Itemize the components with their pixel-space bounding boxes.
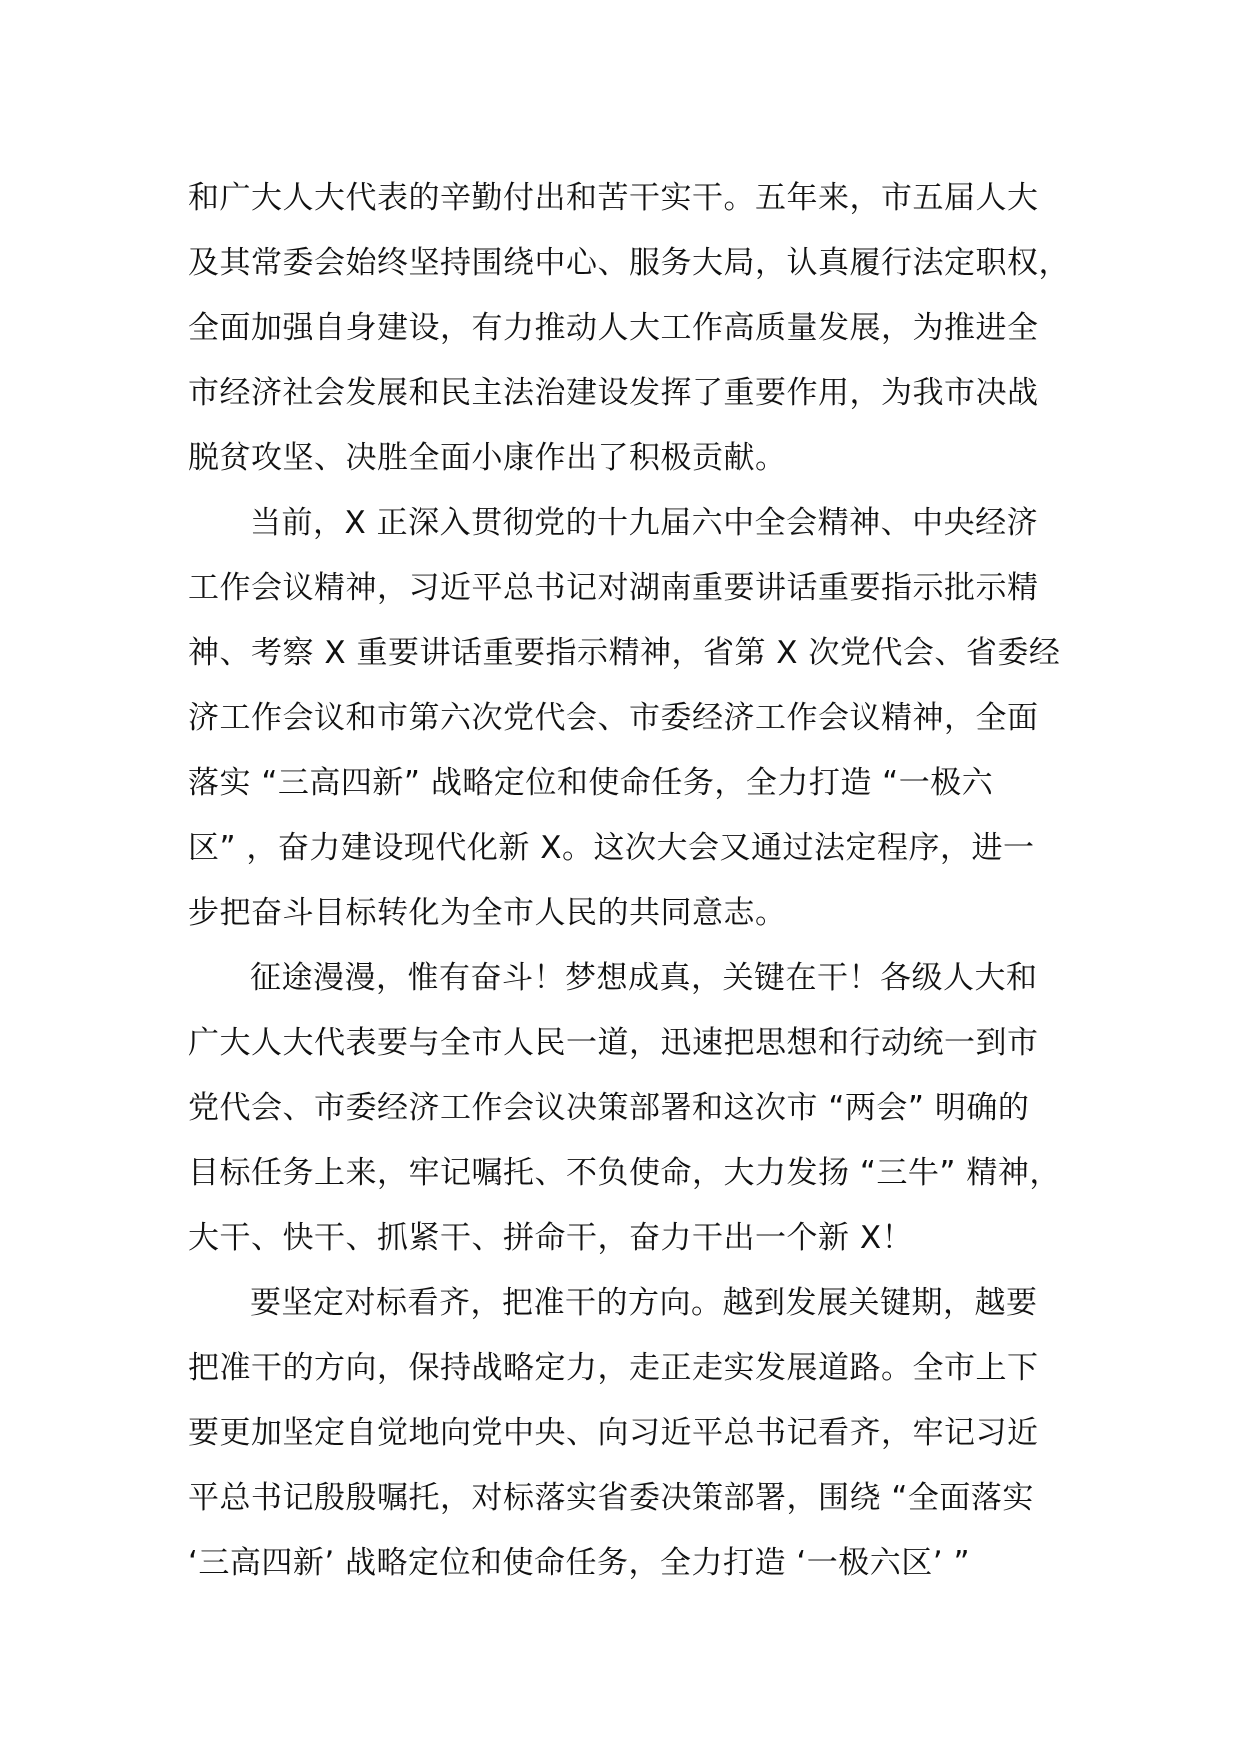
paragraph-2-line-3: 神、考察 X 重要讲话重要指示精神，省第 X 次党代会、省委经 — [188, 635, 1061, 671]
paragraph-4-line-1: 要坚定对标看齐，把准干的方向。越到发展关键期，越要 — [250, 1285, 1038, 1321]
paragraph-2-line-5: 落实 “三高四新” 战略定位和使命任务，全力打造 “一极六 — [188, 765, 994, 801]
paragraph-1-line-1: 和广大人大代表的辛勤付出和苦干实干。五年来，市五届人大 — [188, 180, 1039, 216]
paragraph-3-line-2: 广大人大代表要与全市人民一道，迅速把思想和行动统一到市 — [188, 1025, 1039, 1061]
paragraph-1-line-4: 市经济社会发展和民主法治建设发挥了重要作用，为我市决战 — [188, 375, 1039, 411]
paragraph-1-line-2: 及其常委会始终坚持围绕中心、服务大局，认真履行法定职权， — [188, 245, 1070, 281]
paragraph-4-line-3: 要更加坚定自觉地向党中央、向习近平总书记看齐，牢记习近 — [188, 1415, 1039, 1451]
paragraph-1-line-5: 脱贫攻坚、决胜全面小康作出了积极贡献。 — [188, 440, 787, 476]
paragraph-2-line-2: 工作会议精神，习近平总书记对湖南重要讲话重要指示批示精 — [188, 570, 1039, 606]
paragraph-4-line-4: 平总书记殷殷嘱托，对标落实省委决策部署，围绕 “全面落实 — [188, 1480, 1034, 1516]
document-body — [188, 166, 1078, 1596]
paragraph-2-line-4: 济工作会议和市第六次党代会、市委经济工作会议精神，全面 — [188, 700, 1039, 736]
paragraph-1-line-3: 全面加强自身建设，有力推动人大工作高质量发展，为推进全 — [188, 310, 1039, 346]
paragraph-4-line-2: 把准干的方向，保持战略定力，走正走实发展道路。全市上下 — [188, 1350, 1039, 1386]
paragraph-3-line-1: 征途漫漫，惟有奋斗！梦想成真，关键在干！各级人大和 — [250, 960, 1038, 996]
paragraph-2-line-6: 区” ，奋力建设现代化新 X。这次大会又通过法定程序，进一 — [188, 830, 1035, 866]
paragraph-3-line-3: 党代会、市委经济工作会议决策部署和这次市 “两会” 明确的 — [188, 1090, 1030, 1126]
paragraph-2-line-7: 步把奋斗目标转化为全市人民的共同意志。 — [188, 895, 787, 931]
paragraph-3-line-4: 目标任务上来，牢记嘱托、不负使命，大力发扬 “三牛” 精神， — [188, 1155, 1061, 1191]
paragraph-2-line-1: 当前，X 正深入贯彻党的十九届六中全会精神、中央经济 — [250, 505, 1039, 541]
paragraph-3-line-5: 大干、快干、抓紧干、拼命干，奋力干出一个新 X！ — [188, 1220, 914, 1256]
paragraph-4-line-5: ‘三高四新’ 战略定位和使命任务，全力打造 ‘一极六区’ ” — [188, 1545, 971, 1581]
